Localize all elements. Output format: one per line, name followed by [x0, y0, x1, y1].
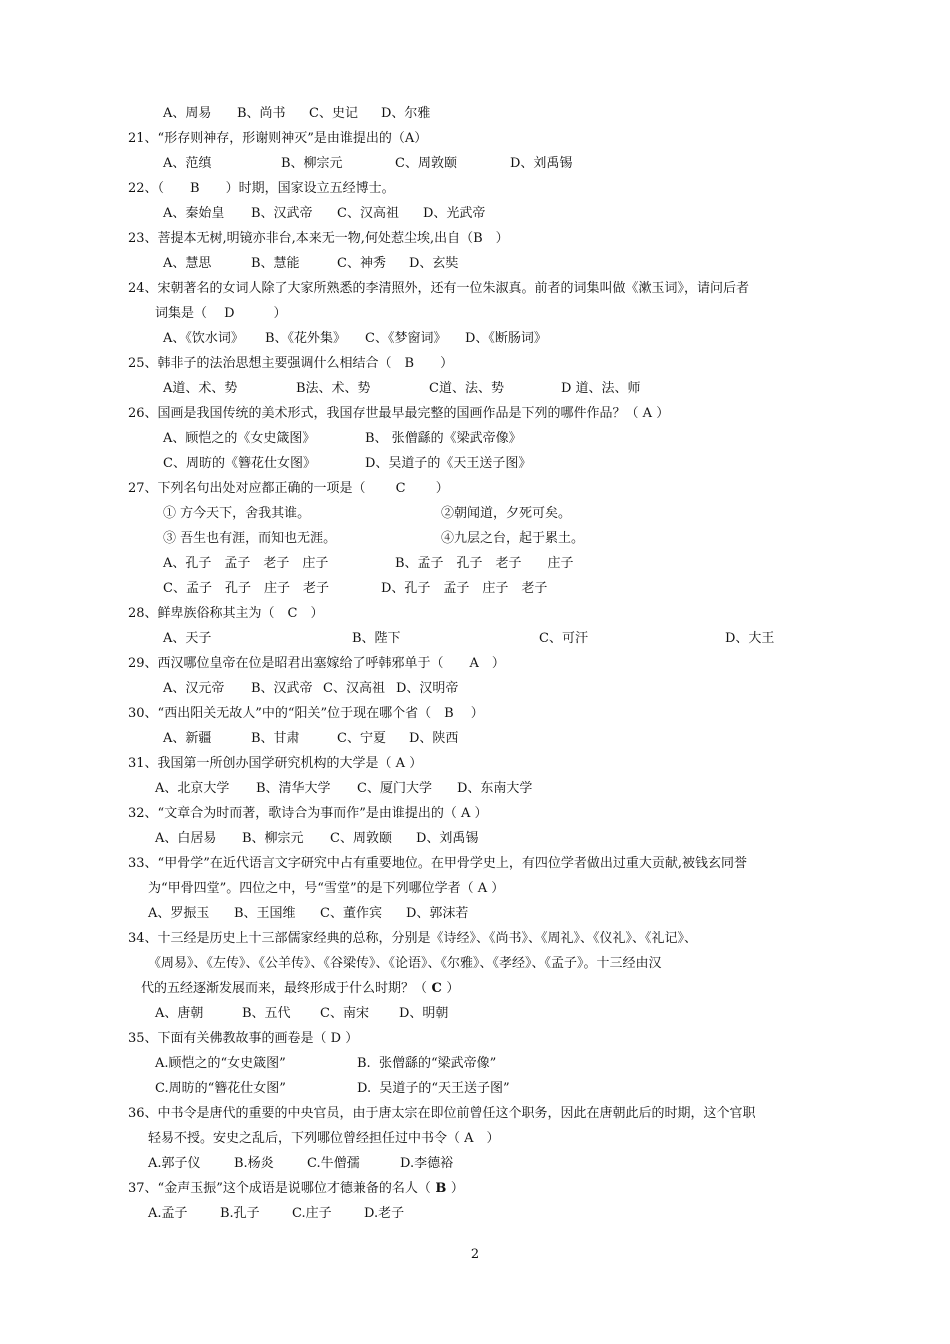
- option-item: A、新疆: [163, 731, 212, 746]
- question-text: 22、（ B ）时期，国家设立五经博士。: [128, 181, 395, 196]
- option-item: B、《花外集》: [265, 331, 347, 346]
- option-item: B、柳宗元: [281, 156, 343, 171]
- option-item: D、光武帝: [423, 206, 486, 221]
- option-item: B、尚书: [237, 106, 286, 121]
- option-item: A、慧思: [163, 256, 212, 271]
- question-text: 34、十三经是历史上十三部儒家经典的总称，分别是《诗经》、《尚书》、《周礼》、《仪礼》、《礼记》、: [128, 931, 698, 946]
- option-item: D 道、法、师: [561, 381, 641, 396]
- option-item: D、陕西: [409, 731, 459, 746]
- option-item: C.牛僧孺: [307, 1156, 360, 1171]
- option-item: D、孔子 孟子 庄子 老子: [381, 581, 548, 596]
- option-item: ②朝闻道，夕死可矣。: [441, 506, 572, 521]
- option-item: D、刘禹锡: [416, 831, 479, 846]
- option-item: A、天子: [163, 631, 212, 646]
- option-item: ① 方今天下，舍我其谁。: [163, 506, 311, 521]
- question-text: 28、鲜卑族俗称其主为（ C ）: [128, 606, 324, 621]
- page-number: 2: [470, 1247, 480, 1262]
- option-item: B法、术、势: [296, 381, 371, 396]
- option-item: D、《断肠词》: [465, 331, 547, 346]
- option-item: B、陛下: [352, 631, 401, 646]
- option-item: B、五代: [242, 1006, 291, 1021]
- option-item: D、郭沫若: [406, 906, 469, 921]
- option-item: A.顾恺之的“女史箴图”: [155, 1056, 286, 1071]
- option-item: A.孟子: [148, 1206, 188, 1221]
- option-item: A、北京大学: [155, 781, 230, 796]
- option-item: ③ 吾生也有涯，而知也无涯。: [163, 531, 337, 546]
- question-text: 27、下列名句出处对应都正确的一项是（ C ）: [128, 481, 449, 496]
- option-item: A、罗振玉: [148, 906, 210, 921]
- option-item: A、顾恺之的《女史箴图》: [163, 431, 316, 446]
- option-item: B、王国维: [234, 906, 296, 921]
- option-item: D、汉明帝: [396, 681, 459, 696]
- option-item: D、明朝: [399, 1006, 449, 1021]
- question-text: 24、宋朝著名的女词人除了大家所熟悉的李清照外，还有一位朱淑真。前者的词集叫做《漱玉词》，请问后者: [128, 281, 750, 296]
- question-text: 21、“形存则神存，形谢则神灭”是由谁提出的（A）: [128, 131, 428, 146]
- option-item: C、周敦颐: [395, 156, 457, 171]
- question-text: 37、“金声玉振”这个成语是说哪位才德兼备的名人（ B ）: [128, 1181, 464, 1196]
- option-item: C、南宋: [320, 1006, 369, 1021]
- option-item: A、孔子 孟子 老子 庄子: [163, 556, 329, 571]
- question-text: 25、韩非子的法治思想主要强调什么相结合（ B ）: [128, 356, 454, 371]
- option-item: D、吴道子的《天王送子图》: [365, 456, 532, 471]
- option-item: B、汉武帝: [251, 681, 313, 696]
- option-item: C、可汗: [539, 631, 588, 646]
- question-text: 轻易不授。安史之乱后，下列哪位曾经担任过中书令（ A ）: [148, 1131, 500, 1146]
- option-item: C、周敦颐: [330, 831, 392, 846]
- option-item: D.老子: [364, 1206, 405, 1221]
- question-text: 23、菩提本无树,明镜亦非台,本来无一物,何处惹尘埃,出自（B ）: [128, 231, 509, 246]
- option-item: D、刘禹锡: [510, 156, 573, 171]
- option-item: C、厦门大学: [357, 781, 432, 796]
- option-item: C.庄子: [292, 1206, 332, 1221]
- option-item: B、 张僧繇的《梁武帝像》: [365, 431, 522, 446]
- option-item: C.周昉的“簪花仕女图”: [155, 1081, 286, 1096]
- question-text: 32、“文章合为时而著，歌诗合为事而作”是由谁提出的（ A ）: [128, 806, 488, 821]
- question-text: 30、“西出阳关无故人”中的“阳关”位于现在哪个省（ B ）: [128, 706, 484, 721]
- option-item: B. 张僧繇的“梁武帝像”: [357, 1056, 497, 1071]
- option-item: C道、法、势: [429, 381, 504, 396]
- option-item: A、汉元帝: [163, 681, 225, 696]
- option-item: D、大王: [725, 631, 775, 646]
- option-item: C、孟子 孔子 庄子 老子: [163, 581, 329, 596]
- question-text: 35、下面有关佛教故事的画卷是（ D ）: [128, 1031, 359, 1046]
- option-item: D、东南大学: [457, 781, 533, 796]
- option-item: B、汉武帝: [251, 206, 313, 221]
- question-text: 29、西汉哪位皇帝在位是昭君出塞嫁给了呼韩邪单于（ A ）: [128, 656, 505, 671]
- option-item: A.郭子仪: [148, 1156, 201, 1171]
- option-item: C、史记: [309, 106, 358, 121]
- option-item: D、尔雅: [381, 106, 431, 121]
- option-item: C、汉高祖: [323, 681, 385, 696]
- question-text: 《周易》、《左传》、《公羊传》、《谷梁传》、《论语》、《尔雅》、《孝经》、《孟子》。十三经由汉: [148, 956, 662, 971]
- question-text: 词集是（ D ）: [155, 306, 287, 321]
- option-item: B.杨炎: [234, 1156, 274, 1171]
- option-item: D、玄奘: [409, 256, 459, 271]
- option-item: B、柳宗元: [242, 831, 304, 846]
- option-item: C、汉高祖: [337, 206, 399, 221]
- answer-letter: B: [430, 1181, 451, 1196]
- option-item: C、周昉的《簪花仕女图》: [163, 456, 316, 471]
- option-item: A、范缜: [163, 156, 212, 171]
- option-item: B.孔子: [220, 1206, 260, 1221]
- question-text: 33、“甲骨学”在近代语言文字研究中占有重要地位。在甲骨学史上，有四位学者做出过重大贡献,被钱玄同誉: [128, 856, 747, 871]
- option-item: C、宁夏: [337, 731, 386, 746]
- option-item: D.李德裕: [400, 1156, 454, 1171]
- option-item: B、慧能: [251, 256, 300, 271]
- option-item: ④九层之台，起于累土。: [441, 531, 585, 546]
- option-item: A、唐朝: [155, 1006, 204, 1021]
- question-text: 26、国画是我国传统的美术形式，我国存世最早最完整的国画作品是下列的哪件作品？（ A ）: [128, 406, 670, 421]
- option-item: C、神秀: [337, 256, 386, 271]
- question-text: 为“甲骨四堂”。四位之中，号“雪堂”的是下列哪位学者（ A ）: [148, 881, 505, 896]
- question-text: 36、中书令是唐代的重要的中央官员，由于唐太宗在即位前曾任这个职务，因此在唐朝此后的时期，这个官职: [128, 1106, 756, 1121]
- option-item: C、《梦窗词》: [365, 331, 447, 346]
- option-item: A道、术、势: [163, 381, 238, 396]
- option-item: B、甘肃: [251, 731, 300, 746]
- option-item: B、孟子 孔子 老子 庄子: [395, 556, 574, 571]
- answer-letter: C: [427, 981, 447, 996]
- option-item: A、《饮水词》: [163, 331, 244, 346]
- option-item: A、白居易: [155, 831, 217, 846]
- option-item: A、周易: [163, 106, 212, 121]
- question-text: 代的五经逐渐发展而来，最终形成于什么时期？（ C ）: [141, 981, 460, 996]
- option-item: C、董作宾: [320, 906, 382, 921]
- option-item: D. 吴道子的“天王送子图”: [357, 1081, 510, 1096]
- option-item: A、秦始皇: [163, 206, 225, 221]
- option-item: B、清华大学: [256, 781, 331, 796]
- question-text: 31、我国第一所创办国学研究机构的大学是（ A ）: [128, 756, 423, 771]
